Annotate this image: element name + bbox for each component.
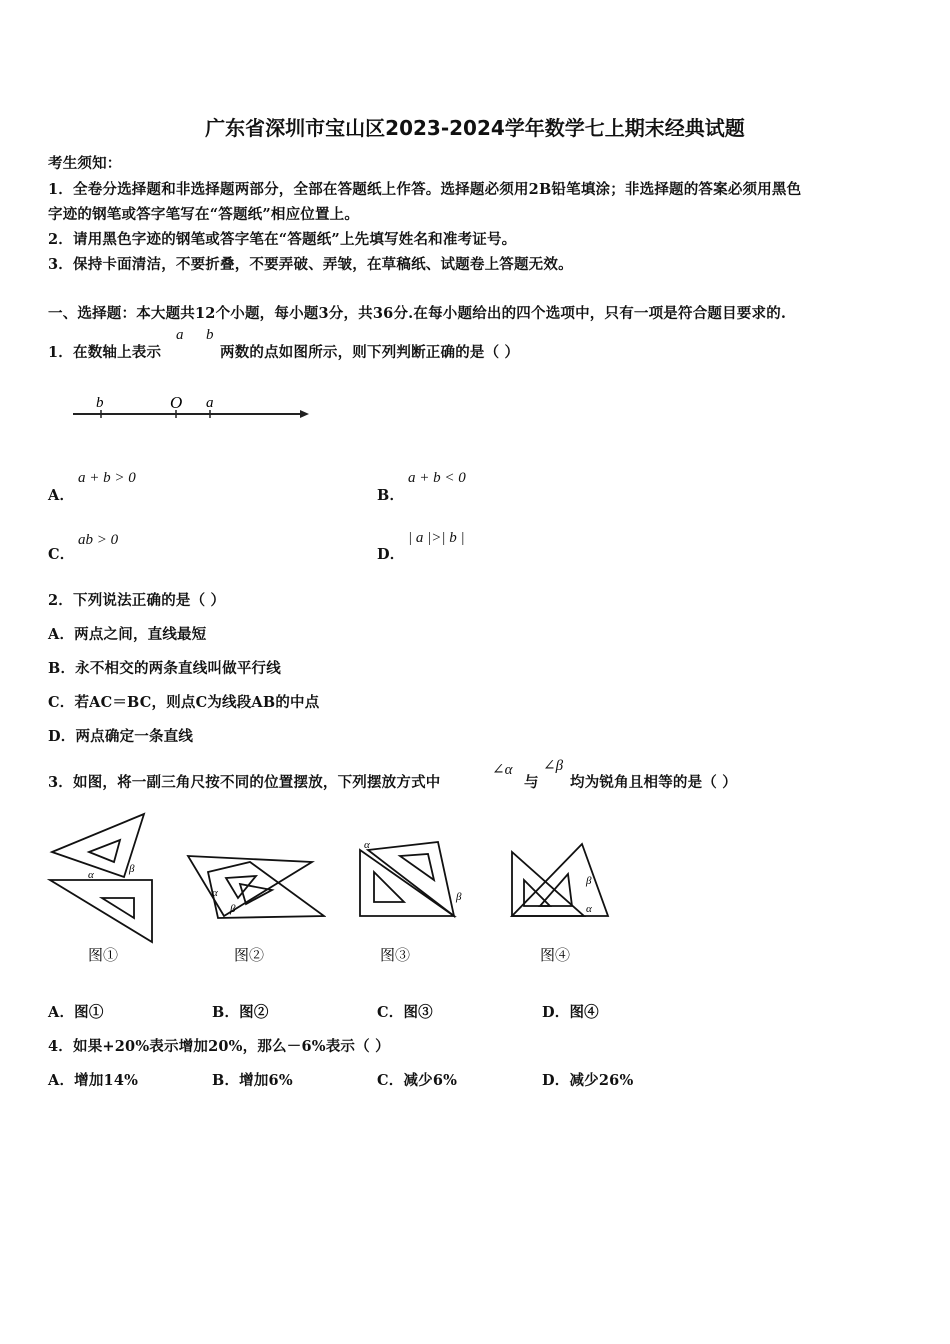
q1-option-d-math: | a |>| b | — [408, 530, 465, 546]
notice-item-3: 3．保持卡面清洁，不要折叠，不要弄破、弄皱，在草稿纸、试题卷上答题无效。 — [48, 256, 573, 273]
q3-option-b[interactable]: B．图② — [212, 1004, 269, 1021]
axis-label-b: b — [96, 395, 104, 411]
q1-option-b-label[interactable]: B． — [377, 487, 405, 504]
fig3-beta: β — [456, 891, 462, 903]
q1-option-c-label[interactable]: C． — [48, 546, 75, 563]
q3-angle-alpha: ∠α — [492, 762, 513, 778]
figure-1 — [44, 812, 168, 972]
fig2-alpha: α — [212, 887, 218, 899]
notice-heading: 考生须知： — [48, 155, 122, 172]
q2-option-b[interactable]: B．永不相交的两条直线叫做平行线 — [48, 660, 281, 677]
section-heading: 一、选择题：本大题共12个小题，每小题3分，共36分.在每小题给出的四个选项中，只有一项是符合题目要求的. — [48, 305, 787, 322]
axis-label-a: a — [206, 395, 214, 411]
q4-option-d[interactable]: D．减少26% — [542, 1072, 634, 1089]
q3-option-a[interactable]: A．图① — [48, 1004, 104, 1021]
fig3-caption: 图③ — [380, 948, 411, 964]
q2-stem: 2．下列说法正确的是（ ） — [48, 592, 226, 609]
q1-option-d-label[interactable]: D． — [377, 546, 405, 563]
figure-4 — [506, 840, 618, 972]
notice-item-1: 1．全卷分选择题和非选择题两部分，全部在答题纸上作答。选择题必须用2B铅笔填涂；非选择题的答案必须用黑色 — [48, 181, 802, 198]
q3-mid: 与 — [524, 774, 539, 791]
q4-option-b[interactable]: B．增加6% — [212, 1072, 293, 1089]
q1-option-c-math: ab > 0 — [78, 532, 119, 548]
q1-suffix: 两数的点如图所示，则下列判断正确的是（ ） — [220, 344, 520, 361]
number-line-arrow — [300, 410, 309, 418]
page-title: 广东省深圳市宝山区2023-2024学年数学七上期末经典试题 — [205, 116, 745, 140]
q3-suffix: 均为锐角且相等的是（ ） — [570, 774, 737, 791]
fig1-beta: β — [129, 863, 135, 875]
q4-option-c[interactable]: C．减少6% — [377, 1072, 458, 1089]
fig1-lower-triangle — [50, 880, 152, 942]
fig2-hole-2 — [240, 884, 272, 904]
axis-label-o: O — [170, 393, 183, 412]
q1-option-a-math: a + b > 0 — [78, 470, 136, 486]
q1-var-a: a — [176, 327, 184, 343]
fig2-caption: 图② — [234, 948, 265, 964]
q2-option-a[interactable]: A．两点之间，直线最短 — [48, 626, 207, 643]
figure-2 — [186, 838, 326, 972]
q3-angle-beta: ∠β — [543, 758, 564, 774]
number-line-figure — [68, 390, 318, 426]
q2-option-c[interactable]: C．若AC＝BC，则点C为线段AB的中点 — [48, 694, 320, 711]
q3-prefix: 3．如图，将一副三角尺按不同的位置摆放，下列摆放方式中 — [48, 774, 441, 791]
q4-stem: 4．如果+20%表示增加20%，那么－6%表示（ ） — [48, 1038, 390, 1055]
q2-option-d[interactable]: D．两点确定一条直线 — [48, 728, 194, 745]
q1-var-b: b — [206, 327, 214, 343]
q1-option-b-math: a + b < 0 — [408, 470, 466, 486]
fig2-beta: β — [230, 903, 236, 915]
q4-option-a[interactable]: A．增加14% — [48, 1072, 139, 1089]
fig4-alpha: α — [586, 903, 592, 915]
fig4-hole-1 — [524, 880, 550, 906]
fig3-left-hole — [374, 872, 404, 902]
q1-prefix: 1．在数轴上表示 — [48, 344, 162, 361]
fig3-right-hole — [400, 854, 434, 880]
q3-option-d[interactable]: D．图④ — [542, 1004, 599, 1021]
figure-3 — [354, 836, 474, 972]
notice-item-1-cont: 字迹的钢笔或答字笔写在“答题纸”相应位置上。 — [48, 206, 360, 223]
fig3-alpha: α — [364, 839, 370, 851]
fig1-caption: 图① — [88, 948, 119, 964]
fig4-caption: 图④ — [540, 948, 571, 964]
q3-option-c[interactable]: C．图③ — [377, 1004, 433, 1021]
q1-option-a-label[interactable]: A． — [48, 487, 75, 504]
fig1-alpha: α — [88, 869, 94, 881]
fig1-upper-hole — [89, 840, 120, 862]
notice-item-2: 2．请用黑色字迹的钢笔或答字笔在“答题纸”上先填写姓名和准考证号。 — [48, 231, 517, 248]
fig4-beta: β — [586, 875, 592, 887]
